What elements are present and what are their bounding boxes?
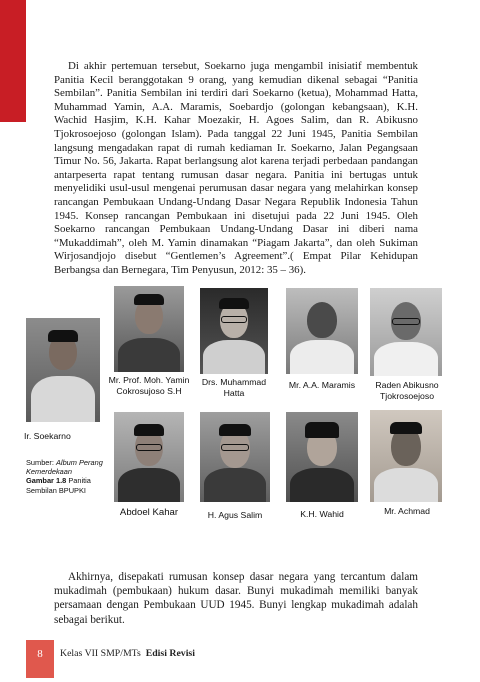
photo-yamin [114, 286, 184, 372]
photo-soekarno [26, 318, 100, 422]
body-paragraph-2: Akhirnya, disepakati rumusan konsep dasar negara yang tercantum dalam mukadimah (pembukaan) hukum dasar. Bunyi mukadimah memiliki banyak persamaan dengan Pembukaan UUD 1945. Bunyi lengkap mukadimah adalah sebagai berikut. [54, 571, 418, 626]
photo-maramis [286, 288, 358, 374]
figure-title: Panitia Sembilan BPUPKI [26, 476, 91, 495]
photo-achmad [370, 410, 442, 502]
photo-abikusno [370, 288, 442, 376]
photo-wahid [286, 412, 358, 502]
caption-maramis: Mr. A.A. Maramis [288, 380, 356, 390]
figure-label: Gambar 1.8 [26, 476, 67, 486]
photo-kahar [114, 412, 184, 502]
footer-edition: Edisi Revisi [145, 648, 195, 659]
caption-hatta: Drs. Muhammad Hatta [201, 377, 267, 398]
caption-salim: H. Agus Salim [207, 510, 263, 520]
caption-achmad: Mr. Achmad [384, 506, 430, 516]
photo-salim [200, 412, 270, 502]
figure-source [26, 458, 112, 495]
caption-yamin: Mr. Prof. Moh. Yamin Cokrosujoso S.H [108, 375, 190, 396]
page-number: 8 [37, 648, 43, 660]
chapter-corner-tab [0, 0, 26, 122]
source-label: Sumber: [26, 458, 56, 467]
caption-abikusno: Raden Abikusno Tjokrosoejoso [375, 380, 439, 401]
caption-soekarno: Ir. Soekarno [24, 431, 71, 441]
source-title: Album Perang Kemerdekaan [26, 458, 103, 477]
photo-hatta [200, 288, 268, 374]
caption-wahid: K.H. Wahid [300, 509, 344, 519]
body-paragraph-1: Di akhir pertemuan tersebut, Soekarno juga mengambil inisiatif membentuk Panitia Kecil beranggotakan 9 orang, yang kemudian dikenal sebagai “Panitia Sembilan”. Panitia Sembilan ini terdiri dari Soekarno (ketua), Mohammad Hatta, Muhammad Yamin, A.A. Maramis, Soebardjo (golongan kebangsaan), K.H. Wachid Hasjim, K.H. Kahar Moezakir, H. Agoes Salim, dan R. Abikusno Tjokrosoejoso (golongan Islam). Pada tanggal 22 Juni 1945, Panitia Sembilan langsung mengadakan rapat di rumah kediaman Ir. Soekarno, Jalan Pegangsaan Timur No. 56, Jakarta. Rapat berlangsung alot karena terjadi perbedaan pandangan antarpeserta rapat tentang rumusan dasar negara. Panitia ini bertugas untuk menyelidiki usul-usul mengenai perumusan dasar negara yang melahirkan konsep rancangan Pembukaan Undang-Undang Dasar Negara Republik Indonesia Tahun 1945. Konsep rancangan Pembukaan ini disetujui pada 22 Juni 1945. Oleh Soekarno rancangan Pembukaan Undang-Undang Dasar ini diberi nama “Mukaddimah”, oleh M. Yamin dinamakan “Piagam Jakarta”, dan oleh Sukiman Wirjosandjojo disebut “Gentlemen’s Agreement”.( Empat Pilar Kehidupan Berbangsa dan Bernegara, Tim Penyusun, 2012: 35 – 36). [54, 60, 418, 276]
caption-kahar: Abdoel Kahar [119, 507, 179, 518]
footer-book-info [60, 648, 195, 659]
footer-book: Kelas VII SMP/MTs [60, 648, 141, 659]
